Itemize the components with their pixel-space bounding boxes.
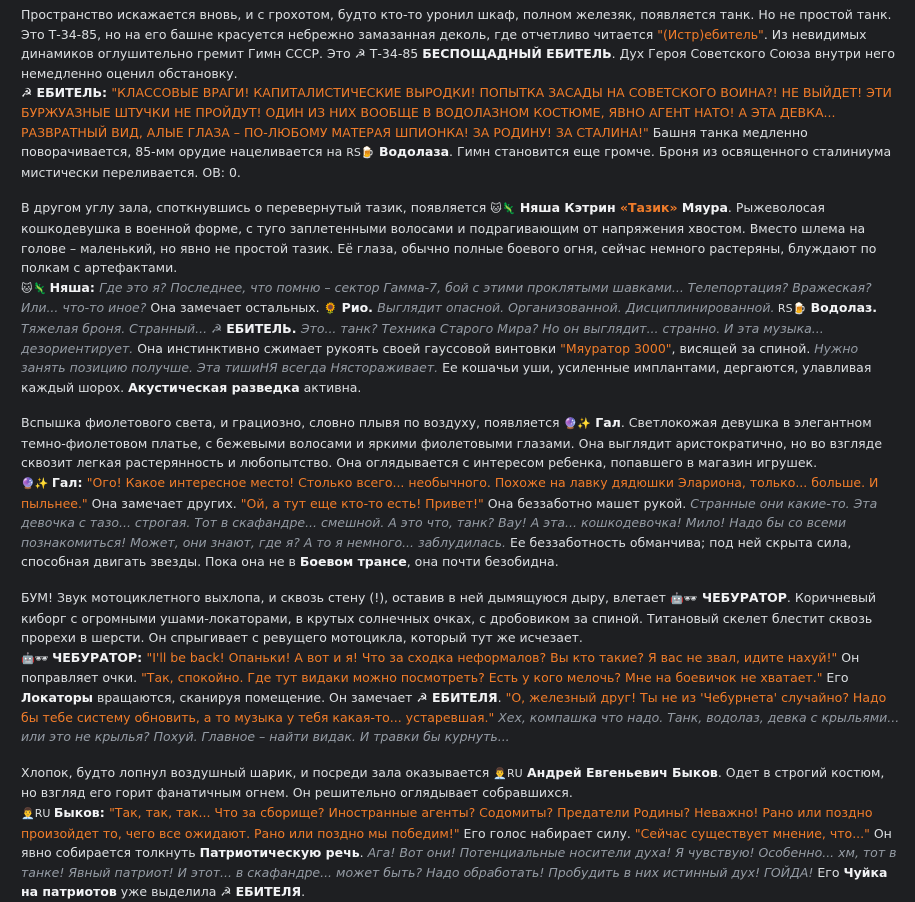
narration-text: Вспышка фиолетового света, и грациозно, словно плывя по воздуху, появляется bbox=[21, 415, 564, 431]
speaker-label: Няша: bbox=[49, 279, 100, 295]
skill-name: Боевом трансе bbox=[299, 554, 407, 570]
skill-name: Акустическая разведка bbox=[128, 379, 300, 395]
dialogue-text: "Так, спокойно. Где тут видаки можно посмотреть? Есть у кого мелочь? Мне на боевичок не хватает." bbox=[141, 670, 823, 686]
narration-text: Ее беззаботность обманчива; под ней скрыта сила, способная двигать звезды. Пока она не в bbox=[21, 534, 852, 570]
dialogue-paragraph bbox=[21, 803, 901, 902]
narration-text: Его bbox=[813, 864, 844, 880]
thought-text: Странные они какие-то. Эта девочка с тазо... строгая. Тот в скафандре... смешной. А это что, танк? Вау! А эта... кошкодевочка! Мило! Надо бы со всеми познакомиться! Может, они знают, где я? А то я немного... заблудилась. bbox=[21, 495, 878, 550]
narration-text: Пространство искажается вновь, и с грохотом, будто кто-то уронил шкаф, полном железяк, появляется танк. Но не простой танк. Это Т-34-85, но на его башне красуется небрежно замазанная деколь, где отчетливо читается bbox=[21, 7, 892, 42]
quote-text: "(Истр)ебитель" bbox=[657, 26, 764, 42]
character-name: Андрей Евгеньевич Быков bbox=[522, 764, 718, 780]
character-name: Мяура bbox=[677, 200, 728, 216]
narration-text: . Дух Героя Советского Союза внутри него немедленно оценил обстановку. bbox=[21, 46, 896, 81]
crystal-emoji-icon: 🔮✨ bbox=[21, 477, 52, 491]
thought-text: Это... танк? Техника Старого Мира? Но он выглядит... странно. И эта музыка... дезориентирует. bbox=[21, 320, 824, 356]
narration-paragraph bbox=[21, 588, 901, 648]
dialogue-paragraph bbox=[21, 648, 901, 747]
dialogue-text: "КЛАССОВЫЕ ВРАГИ! КАПИТАЛИСТИЧЕСКИЕ ВЫРОДКИ! ПОПЫТКА ЗАСАДЫ НА СОВЕТСКОГО ВОИНА?! НЕ ВЫЙДЕТ! ЭТИ БУРЖУАЗНЫЕ ШТУЧКИ НЕ ПРОЙДУТ! ОДИН ИЗ НИХ ВООБЩЕ В ВОДОЛАЗНОМ КОСТЮМЕ, ЯВНО АГЕНТ НАТО! А ЭТА ДЕВКА... РАЗВРАТНЫЙ ВИД, АЛЫЕ ГЛАЗА – ПО-ЛЮБОМУ МАТЕРАЯ ШПИОНКА! ЗА РОДИНУ! ЗА СТАЛИНА!" bbox=[21, 85, 892, 140]
dialogue-text: "I'll be back! Опаньки! А вот и я! Что за сходка неформалов? Вы кто такие? Я вас не звал, идите нахуй!" bbox=[146, 649, 838, 665]
story-block-cheburator bbox=[21, 588, 901, 747]
speaker-label: Гал: bbox=[51, 475, 87, 491]
narration-text: Ее кошачьи уши, усиленные имплантами, дергаются, улавливая каждый шорох. bbox=[21, 360, 872, 395]
dialogue-paragraph bbox=[21, 278, 901, 398]
narration-text: . bbox=[359, 845, 368, 861]
story-block-tank bbox=[21, 5, 901, 182]
narration-text: . Из невидимых динамиков оглушительно гремит Гимн СССР. Это ☭ Т-34-85 bbox=[21, 26, 867, 62]
narration-text: . Рыжеволосая кошкодевушка в военной форме, с туго заплетенными волосами и подрагивающим от напряжения хвостом. Вместо шлема на голове – маленький, но явно не простой тазик. Её глаза, обычно полные боевого огня, сейчас немного растеряны, блуждают по полкам с артефактами. bbox=[21, 200, 877, 276]
narration-paragraph bbox=[21, 5, 901, 83]
dialogue-text: "Так, так, так... Что за сборище? Иностранные агенты? Содомиты? Предатели Родины? Неважно! Рано или поздно произойдет то, чего все ожидают. Рано или поздно мы победим!" bbox=[21, 804, 873, 841]
narration-text: Она инстинктивно сжимает рукоять своей гауссовой винтовки bbox=[133, 340, 561, 356]
skill-name: Чуйка на патриотов bbox=[21, 864, 888, 900]
character-name: ЕБИТЕЛЯ bbox=[235, 884, 302, 900]
skill-name: Патриотическую речь bbox=[199, 845, 360, 861]
narration-paragraph bbox=[21, 198, 901, 277]
cat-emoji-icon: 🐱🦎 bbox=[490, 202, 516, 216]
speaker-label: ЧЕБУРАТОР: bbox=[52, 649, 147, 665]
narration-text: , висящей за спиной. bbox=[671, 340, 815, 356]
quote-text: "Мяуратор 3000" bbox=[560, 340, 672, 356]
narration-paragraph bbox=[21, 413, 901, 473]
dialogue-text: "Ой, а тут еще кто-то есть! Привет!" bbox=[240, 495, 484, 511]
dialogue-text: "Ого! Какое интересное место! Столько всего... необычного. Похоже на лавку дядюшки Элариона, только... больше. И пыльнее." bbox=[21, 475, 879, 511]
narration-text: Он явно собирается толкнуть bbox=[21, 825, 892, 861]
diver-emoji-icon: RS🍺 bbox=[774, 302, 807, 316]
thought-text: Нужно занять позицию получше. Эта тишиНЯ всегда Нястораживает. bbox=[21, 340, 859, 376]
narration-text: . Коричневый киборг с огромными ушами-локаторами, в крутых солнечных очках, с дробовиком за спиной. Титановый скелет блестит сквозь прорехи в шерсти. Он спрыгивает с ревущего мотоцикла, который тут же исчезает. bbox=[21, 590, 877, 646]
character-name: ЧЕБУРАТОР bbox=[697, 590, 787, 606]
businessman-emoji-icon: 👨‍💼RU bbox=[21, 806, 54, 820]
narration-text: Его bbox=[822, 670, 849, 686]
character-name: Рио. bbox=[337, 300, 378, 316]
narration-text: Его голос набирает силу. bbox=[459, 825, 635, 841]
story-block-nyasha bbox=[21, 198, 901, 397]
narration-text: , она почти безобидна. bbox=[406, 554, 559, 570]
narration-paragraph bbox=[21, 763, 901, 803]
sunflower-emoji-icon: 🌻 bbox=[323, 302, 338, 316]
cat-emoji-icon: 🐱🦎 bbox=[21, 281, 50, 295]
narration-text: Она замечает других. bbox=[87, 495, 241, 511]
speaker-label: Быков: bbox=[53, 804, 110, 820]
narration-text: БУМ! Звук мотоциклетного выхлопа, и сквозь стену (!), оставив в ней дымящуюся дыру, влетает bbox=[21, 590, 670, 606]
character-name: ☭ ЕБИТЕЛЯ bbox=[416, 690, 498, 705]
dialogue-text: "О, железный друг! Ты не из 'Чебурнета' случайно? Надо бы тебе систему обновить, а то музыка у тебя какая-то... устаревшая." bbox=[21, 690, 887, 725]
story-block-bykov bbox=[21, 763, 901, 902]
businessman-emoji-icon: 👨‍💼RU bbox=[493, 766, 523, 780]
narration-text: . Гимн становится еще громче. Броня из освященного сталиниума мистически переливается. ОВ: 0. bbox=[21, 144, 892, 180]
narration-text: Она беззаботно машет рукой. bbox=[483, 495, 691, 511]
dialogue-paragraph bbox=[21, 83, 901, 182]
thought-text: Выглядит опасной. Организованной. Дисциплинированной. bbox=[377, 300, 775, 316]
thought-text: Тяжелая броня. Странный... ☭ bbox=[21, 320, 227, 336]
character-name: Няша Кэтрин bbox=[515, 200, 620, 216]
dialogue-paragraph bbox=[21, 473, 901, 572]
robot-emoji-icon: 🤖🕶 bbox=[21, 651, 53, 665]
diver-emoji-icon: RS🍺 bbox=[346, 146, 375, 160]
narration-text: Хлопок, будто лопнул воздушный шарик, и посреди зала оказывается bbox=[21, 764, 494, 780]
thought-text: Ага! Вот они! Потенциальные носители духа! Я чувствую! Особенно... хм, тот в танке! Явный патриот! И этот... в скафандре... может быть? Надо обработать! Пробудить в них истинный дух! ГОЙДА! bbox=[21, 845, 897, 880]
character-name: Водолаз. bbox=[806, 300, 878, 316]
dialogue-text: "Сейчас существует мнение, что..." bbox=[634, 825, 870, 841]
narration-text: В другом углу зала, споткнувшись о перевернутый тазик, появляется bbox=[21, 200, 491, 216]
narration-text: Она замечает остальных. bbox=[146, 300, 324, 316]
character-name: ЕБИТЕЛЬ. bbox=[226, 320, 301, 336]
character-name: Водолаза bbox=[374, 144, 450, 160]
speaker-label: ☭ ЕБИТЕЛЬ: bbox=[21, 85, 112, 101]
narration-text: уже выделила ☭ bbox=[116, 884, 236, 900]
thought-text: Хех, компашка что надо. Танк, водолаз, девка с крыльями... или это не крылья? Похуй. Главное – найти видак. И травки бы курнуть... bbox=[21, 709, 900, 745]
robot-emoji-icon: 🤖🕶 bbox=[669, 592, 698, 606]
character-name: БЕСПОЩАДНЫЙ ЕБИТЕЛЬ bbox=[422, 46, 612, 62]
narration-text: . Светлокожая девушка в элегантном темно-фиолетовом платье, с бежевыми волосами и яркими фиолетовыми глазами. Она выглядит аристократично, но во взгляде сквозит легкая растерянность и любопытство. Она оглядывается с интересом ребенка, попавшего в магазин игрушек. bbox=[21, 415, 883, 471]
narration-text: Он поправляет очки. bbox=[21, 649, 860, 686]
crystal-emoji-icon: 🔮✨ bbox=[563, 417, 591, 431]
narration-text: . bbox=[301, 884, 306, 900]
thought-text: Где это я? Последнее, что помню – сектор Гамма-7, бой с этими проклятыми шавками... Телепортация? Вражеская? Или... что-то иное? bbox=[21, 279, 872, 316]
skill-name: Локаторы bbox=[21, 690, 93, 705]
narration-text: . bbox=[497, 690, 506, 705]
narration-text: . Одет в строгий костюм, но взгляд его горит фанатичным огнем. Он решительно оглядывает собравшихся. bbox=[21, 764, 885, 801]
story-block-gal bbox=[21, 413, 901, 572]
narration-text: Башня танка медленно поворачивается, 85-мм орудие нацеливается на bbox=[21, 124, 808, 160]
narration-text: активна. bbox=[299, 379, 362, 395]
character-name: Гал bbox=[590, 415, 621, 431]
narration-text: вращаются, сканируя помещение. Он замечает bbox=[92, 690, 417, 705]
nickname: «Тазик» bbox=[619, 200, 678, 216]
